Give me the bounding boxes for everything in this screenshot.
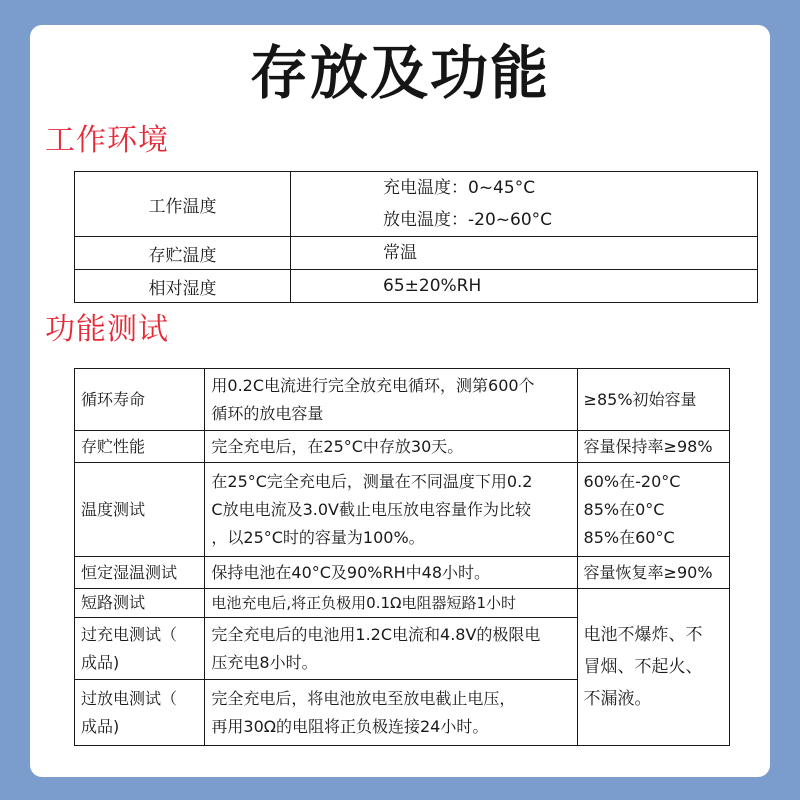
test-method: 保持电池在40°C及90%RH中48小时。 [205,557,577,589]
test-item: 存贮性能 [75,431,205,463]
env-label-humidity: 相对湿度 [75,270,291,303]
test-method: 电池充电后,将正负极用0.1Ω电阻器短路1小时 [205,589,577,618]
test-item [75,680,205,746]
content-card [30,25,770,777]
merged-test-result [577,589,729,746]
test-result: 容量保持率≥98% [577,431,729,463]
table-row [75,237,758,270]
method-line: 再用30Ω的电阻将正负极连接24小时。 [211,716,489,736]
table-row [75,172,758,237]
table-row [75,431,730,463]
method-line: 用0.2C电流进行完全放充电循环，测第600个 [211,375,535,395]
result-line: 85%在0°C [583,499,665,519]
table-row [75,557,730,589]
env-value-work-temp [291,172,758,237]
discharge-temp-text: 放电温度：-20~60°C [383,210,553,230]
test-item: 短路测试 [75,589,205,618]
method-line: 循环的放电容量 [211,403,324,423]
environment-table [74,171,758,303]
env-value-humidity: 65±20%RH [291,270,758,303]
method-line: 完全充电后的电池用1.2C电流和4.8V的极限电 [211,624,541,644]
test-method [205,680,577,746]
test-result: 容量恢复率≥90% [577,557,729,589]
test-method [205,618,577,680]
method-line: 在25°C完全充电后，测量在不同温度下用0.2 [211,471,533,491]
test-item: 恒定湿温测试 [75,557,205,589]
env-value-storage-temp: 常温 [291,237,758,270]
function-test-table [74,368,730,746]
charge-temp-text: 充电温度：0~45°C [383,178,536,198]
item-line: 过充电测试（ [81,624,178,644]
function-section-title: 功能测试 [45,312,169,347]
result-line: 电池不爆炸、不 [583,625,703,645]
test-item [75,618,205,680]
test-result: ≥85%初始容量 [577,369,729,431]
test-result [577,463,729,557]
env-label-storage-temp: 存贮温度 [75,237,291,270]
table-row [75,589,730,618]
item-line: 成品) [81,716,120,736]
method-line: ，以25°C时的容量为100%。 [211,527,425,547]
result-line: 85%在60°C [583,527,675,547]
page-title-text: 存放及功能 [249,39,550,107]
table-row [75,369,730,431]
page-title [242,37,558,109]
item-line: 成品) [81,652,120,672]
test-item: 温度测试 [75,463,205,557]
test-method: 完全充电后，在25°C中存放30天。 [205,431,577,463]
table-row [75,270,758,303]
result-line: 冒烟、不起火、 [583,657,703,677]
table-row [75,463,730,557]
method-line: 压充电8小时。 [211,652,318,672]
title-area [30,37,770,109]
method-line: C放电电流及3.0V截止电压放电容量作为比较 [211,499,531,519]
env-label-work-temp: 工作温度 [75,172,291,237]
item-line: 过放电测试（ [81,688,178,708]
method-line: 完全充电后，将电池放电至放电截止电压， [211,688,516,708]
test-method [205,369,577,431]
result-line: 60%在-20°C [583,471,681,491]
result-line: 不漏液。 [583,689,652,709]
test-method [205,463,577,557]
test-item: 循环寿命 [75,369,205,431]
environment-section-title: 工作环境 [45,123,169,158]
